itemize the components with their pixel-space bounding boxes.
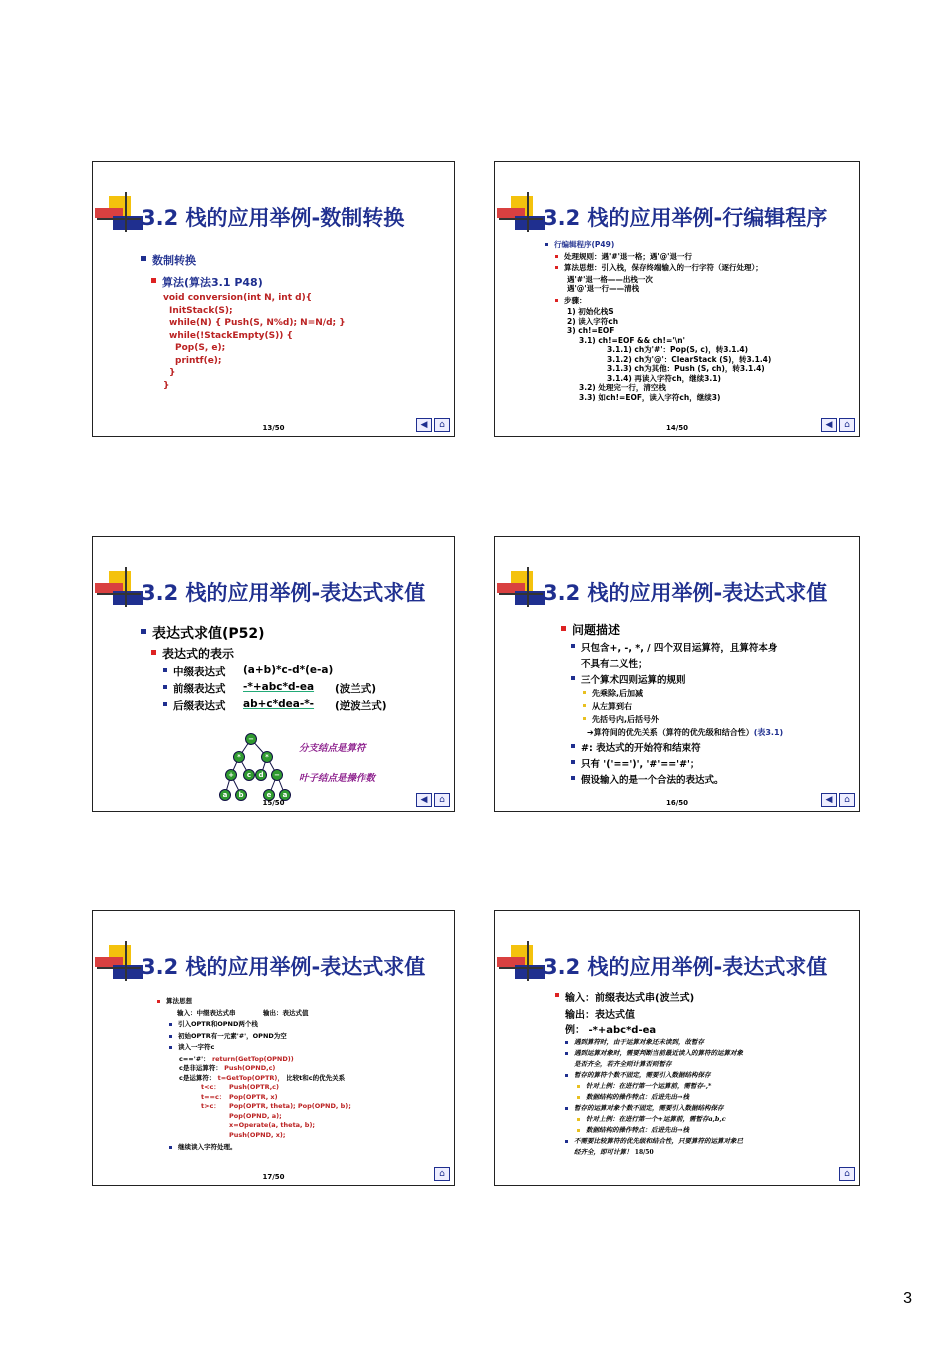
bullet-text: 针对上例：在进行第一个+运算前，需暂存a,b,c xyxy=(586,1115,726,1123)
text-line: 是否齐全，若齐全则计算否则暂存 xyxy=(574,1060,672,1068)
infix-expr: (a+b)*c-d*(e-a) xyxy=(243,664,334,676)
text-line: 3.1.1) ch为'#'：Pop(S, c)，转3.1.4) xyxy=(607,345,749,354)
text-line: 输出：表达式值 xyxy=(565,1010,635,1021)
text-line: 3.1.4) 再读入字符ch，继续3.1) xyxy=(607,373,721,383)
bullet-text: 表达式的表示 xyxy=(162,647,235,661)
tree-node: − xyxy=(245,733,257,745)
prefix-note: (波兰式) xyxy=(335,683,377,695)
bullet-text xyxy=(152,623,265,643)
code-line: while(!StackEmpty(S)) { xyxy=(169,330,293,341)
bullet-text: 不需要比较算符的优先级和结合性，只要算符的运算对象已 xyxy=(574,1137,743,1145)
code-text: Push(OPND,c) xyxy=(224,1064,276,1072)
text-line: 例： -*+abc*d-ea xyxy=(565,1025,657,1036)
slide-title: 3.2 栈的应用举例-表达式求值 xyxy=(141,955,426,979)
prefix-label: 前缀表达式 xyxy=(173,683,226,695)
text-line: t<c： xyxy=(201,1083,220,1091)
bullet-text: 针对上例：在进行第一个运算前，需暂存-,* xyxy=(586,1082,712,1090)
slide-title: 3.2 栈的应用举例-数制转换 xyxy=(141,206,405,230)
slide-logo xyxy=(95,196,143,236)
tree-node: + xyxy=(225,769,237,781)
slide-13 xyxy=(92,161,455,437)
text-line: 3.1) ch!=EOF && ch!='\n' xyxy=(579,335,685,345)
prefix-expr: -*+abc*d-ea xyxy=(243,681,315,693)
code-text: Pop(OPTR, x) xyxy=(229,1092,278,1101)
prev-slide-button[interactable]: ◀ xyxy=(416,418,432,432)
bullet-text: 读入一字符c xyxy=(178,1043,215,1051)
prev-slide-button[interactable]: ◀ xyxy=(416,793,432,807)
code-text: t=GetTop(OPTR)， xyxy=(217,1073,284,1082)
code-text: x=Operate(a, theta, b); xyxy=(229,1121,316,1129)
text-line: c=='#'： xyxy=(179,1054,210,1063)
home-button[interactable]: ⌂ xyxy=(839,793,855,807)
prev-slide-button[interactable]: ◀ xyxy=(821,418,837,432)
tree-node: e xyxy=(263,789,275,801)
code-line: InitStack(S); xyxy=(169,305,233,316)
slide-page-number: 13/50 xyxy=(262,424,285,432)
bullet-text: 暂存的算符个数不固定，需要引入数据结构保存 xyxy=(574,1071,711,1079)
bullet-text: 遇到运算对象时，需要判断当前最近读入的算符的运算对象 xyxy=(574,1049,743,1057)
text-line: t>c： xyxy=(201,1102,220,1110)
code-line: } xyxy=(163,380,170,391)
text-line: 3.2) 处理完一行，清空栈 xyxy=(579,383,666,392)
heading-text: 表达式求值(P52) xyxy=(152,626,265,642)
prev-slide-button[interactable]: ◀ xyxy=(821,793,837,807)
tree-node: b xyxy=(235,789,247,801)
bullet-text: 先括号内,后括号外 xyxy=(592,715,660,724)
code-line: while(N) { Push(S, N%d); N=N/d; } xyxy=(169,318,346,328)
slide-title: 3.2 栈的应用举例-行编辑程序 xyxy=(543,206,828,230)
text-line: 3.1.3) ch为其他：Push (S, ch)，转3.1.4) xyxy=(607,364,765,373)
text-line: c是非运算符： xyxy=(179,1064,222,1072)
slide-page-number: 16/50 xyxy=(665,799,689,807)
tree-node: a xyxy=(219,789,231,801)
home-button[interactable]: ⌂ xyxy=(434,418,450,432)
tree-node: * xyxy=(233,751,245,763)
bullet-text: 问题描述 xyxy=(572,623,621,637)
code-line: Pop(S, e); xyxy=(175,343,226,353)
code-line: } xyxy=(169,368,176,378)
bullet-text: 从左算到右 xyxy=(592,702,632,711)
slide-logo xyxy=(497,945,545,985)
tree-node: a xyxy=(279,789,291,801)
bullet-text: 处理规则：遇'#'退一格；遇'@'退一行 xyxy=(564,251,692,261)
text-line: 输出：表达式值 xyxy=(263,1008,309,1017)
text-line: 输入：中缀表达式串 xyxy=(177,1008,236,1017)
bullet-text: 引入OPTR和OPND两个栈 xyxy=(178,1020,258,1028)
home-button[interactable]: ⌂ xyxy=(434,1167,450,1181)
text-line: t==c： xyxy=(201,1092,226,1101)
code-line: void conversion(int N, int d){ xyxy=(163,293,313,303)
table-ref: (表3.1) xyxy=(753,728,784,737)
bullet-text: 算法(算法3.1 P48) xyxy=(162,276,263,289)
code-text: return(GetTop(OPND)) xyxy=(211,1054,294,1063)
slide-14 xyxy=(494,161,860,437)
bullet-text: 算法思想 xyxy=(166,997,192,1005)
slide-page-number: 15/50 xyxy=(262,799,285,807)
document-page-number: 3 xyxy=(903,1290,912,1307)
postfix-expr: ab+c*dea-*- xyxy=(243,698,315,710)
slide-15 xyxy=(92,536,455,812)
postfix-label: 后缀表达式 xyxy=(173,700,226,712)
bullet-text: #: 表达式的开始符和结束符 xyxy=(581,743,701,754)
text-line: 经齐全，即可计算！ xyxy=(574,1148,633,1156)
slide-page-number: 14/50 xyxy=(665,424,689,432)
bullet-text: 数据结构的操作特点：后进先出→栈 xyxy=(586,1093,689,1101)
bullet-text: 三个算术四则运算的规则 xyxy=(581,675,686,686)
slide-logo xyxy=(95,945,143,985)
text-line: 不具有二义性； xyxy=(581,659,648,670)
slide-title: 3.2 栈的应用举例-表达式求值 xyxy=(543,955,828,979)
text-line: 3) ch!=EOF xyxy=(567,326,615,335)
bullet-text: 假设输入的是一个合法的表达式。 xyxy=(581,775,724,786)
slide-title: 3.2 栈的应用举例-表达式求值 xyxy=(141,581,426,605)
tree-node: * xyxy=(261,751,273,763)
postfix-note: (逆波兰式) xyxy=(335,700,387,712)
text-line: 1) 初始化栈S xyxy=(567,307,614,316)
code-text: Pop(OPTR, theta); Pop(OPND, b); xyxy=(229,1102,351,1110)
slide-logo xyxy=(95,571,143,611)
bullet-text: 行编辑程序(P49) xyxy=(554,240,615,249)
text-line: 3.1.2) ch为'@'：ClearStack (S)，转3.1.4) xyxy=(607,354,772,364)
home-button[interactable]: ⌂ xyxy=(434,793,450,807)
tree-note-leaf: 叶子结点是操作数 xyxy=(299,773,376,784)
text-line: 比较t和c的优先关系 xyxy=(286,1073,346,1082)
bullet-text: 数据结构的操作特点：后进先出→栈 xyxy=(586,1126,689,1134)
text-line: 遇'@'退一行——清栈 xyxy=(567,284,640,293)
slide-16 xyxy=(494,536,860,812)
code-text: Push(OPND, x); xyxy=(229,1130,286,1139)
bullet-text: 继续读入字符处理。 xyxy=(178,1143,237,1151)
tree-node: d xyxy=(255,769,267,781)
slide-logo xyxy=(497,571,545,611)
text-line: 2) 读入字符ch xyxy=(567,316,619,326)
text-line: ➔算符间的优先关系（算符的优先级和结合性） xyxy=(587,728,754,737)
text-line: 3.3) 如ch!=EOF，读入字符ch，继续3) xyxy=(579,392,721,402)
home-button[interactable]: ⌂ xyxy=(839,418,855,432)
tree-node: − xyxy=(271,769,283,781)
bullet-text: 算法思想：引入栈，保存终端输入的一行字符（逐行处理）； xyxy=(564,263,763,272)
code-text: Pop(OPND, a); xyxy=(229,1111,282,1120)
slide-17 xyxy=(92,910,455,1186)
slide-title: 3.2 栈的应用举例-表达式求值 xyxy=(543,581,828,605)
expression-tree xyxy=(211,733,301,807)
slide-page-number: 18/50 xyxy=(634,1149,654,1156)
tree-note-branch: 分支结点是算符 xyxy=(299,743,366,754)
slide-logo xyxy=(497,196,545,236)
infix-label: 中缀表达式 xyxy=(173,666,226,678)
bullet-text: 先乘除,后加减 xyxy=(592,689,644,698)
bullet-text: 只有 '('==')', '#'=='#'； xyxy=(581,759,700,770)
bullet-text: 遇到算符时，由于运算对象还未读到，故暂存 xyxy=(574,1038,704,1046)
bullet-text: 数制转换 xyxy=(152,254,196,267)
bullet-text: 暂存的运算对象个数不固定，需要引入数据结构保存 xyxy=(574,1104,724,1112)
home-button[interactable]: ⌂ xyxy=(839,1167,855,1181)
slide-page-number: 17/50 xyxy=(262,1173,285,1181)
bullet-text: 初始OPTR有一元素'#'，OPND为空 xyxy=(178,1031,287,1040)
bullet-text: 只包含+, -, *, / 四个双目运算符，且算符本身 xyxy=(581,643,778,654)
code-text: Push(OPTR,c) xyxy=(229,1083,280,1091)
code-line: printf(e); xyxy=(175,355,222,366)
text-line: c是运算符： xyxy=(179,1073,216,1082)
tree-node: c xyxy=(243,769,255,781)
slide-18 xyxy=(494,910,860,1186)
bullet-text: 输入：前缀表达式串(波兰式) xyxy=(565,993,695,1004)
text-line: 遇'#'退一格——出栈一次 xyxy=(567,274,653,284)
bullet-text: 步骤： xyxy=(564,295,587,305)
